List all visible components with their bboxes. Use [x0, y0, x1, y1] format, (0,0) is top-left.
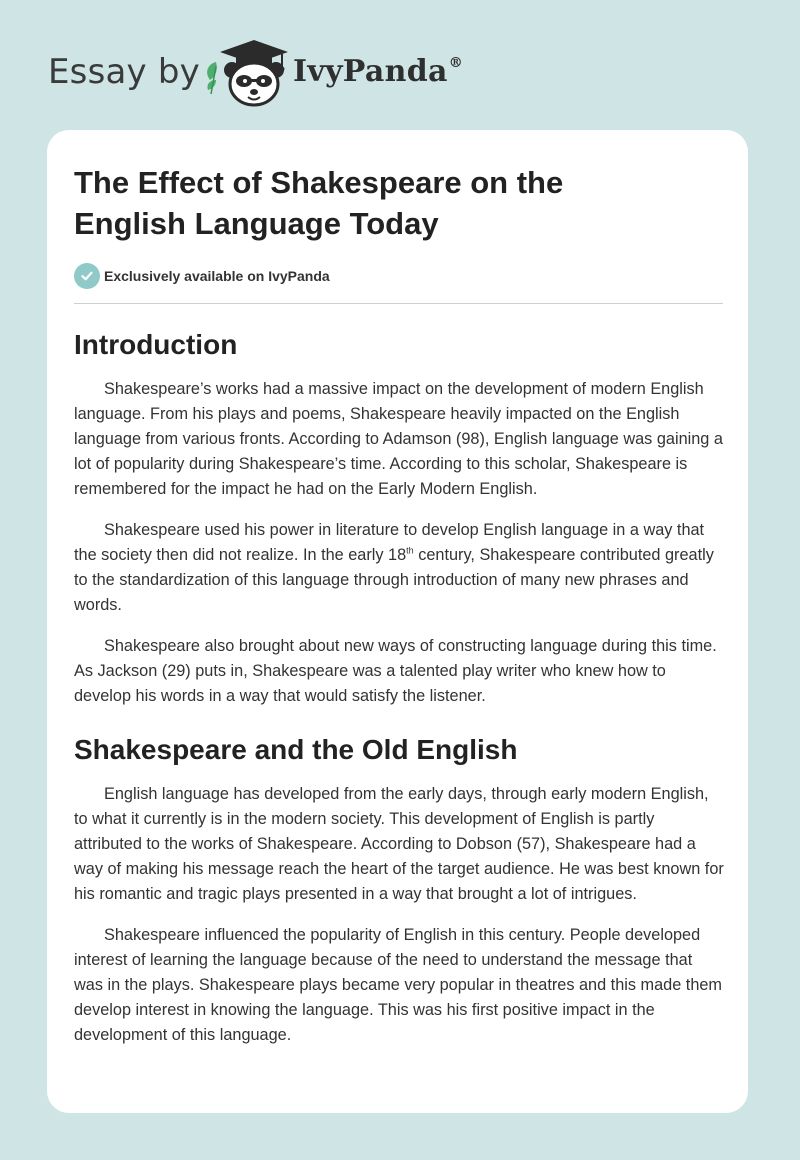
panda-graduate-icon[interactable] — [202, 34, 292, 108]
section-heading-introduction: Introduction — [74, 329, 238, 360]
badge-label: Exclusively available on IvyPanda — [104, 268, 330, 284]
check-circle-icon — [74, 263, 100, 289]
paragraph — [74, 518, 724, 618]
paragraph-text: Shakespeare used his power in literature to develop English language in a way that the society then did not realize. In the early 18 — [74, 521, 705, 564]
essay-content — [74, 162, 724, 1064]
paragraph: Shakespeare also brought about new ways of constructing language during this time. As Jackson (29) puts in, Shakespeare was a talented play writer who knew how to develop his words in a way that would satisfy the listener. — [74, 637, 717, 705]
checkmark-glyph — [80, 269, 94, 283]
section-old-english — [74, 782, 724, 1048]
brand-name[interactable] — [293, 54, 463, 89]
divider — [74, 303, 723, 304]
exclusive-badge — [74, 262, 724, 290]
paragraph: English language has developed from the early days, through early modern English, to what it currently is in the modern society. This development of English is partly attributed to the works of Shakespeare. According to Dobson (57), Shakespeare had a way of making his message reach the heart of the target audience. He was best known for his romantic and tragic plays presented in a way that brought a lot of intrigues. — [74, 785, 724, 903]
paragraph: Shakespeare influenced the popularity of English in this century. People developed interest of learning the language because of the need to understand the message that was in the plays. Shakespeare plays became very popular in theatres and this made them develop interest in knowing the language. This was his first positive impact in the development of this language. — [74, 926, 722, 1044]
section-heading-old-english: Shakespeare and the Old English — [74, 734, 518, 765]
essay-card — [47, 130, 748, 1113]
registered-mark: ® — [448, 55, 464, 71]
section-introduction — [74, 377, 724, 709]
paragraph: Shakespeare’s works had a massive impact on the development of modern English language. From his plays and poems, Shakespeare heavily impacted on the English language from various fronts. According to Adamson (98), English language was gaining a lot of popularity during Shakespeare’s time. According to this scholar, Shakespeare is remembered for the impact he had on the Early Modern English. — [74, 380, 723, 498]
essay-by-label: Essay by — [48, 52, 200, 92]
paragraph-text: century, Shakespeare contributed greatly to the standardization of this language through introduction of many new phrases and words. — [74, 546, 714, 614]
ordinal-suffix: th — [406, 545, 414, 556]
brand-text: IvyPanda — [293, 54, 448, 89]
site-header — [48, 34, 508, 114]
page-title: The Effect of Shakespeare on the English Language Today — [74, 165, 564, 241]
